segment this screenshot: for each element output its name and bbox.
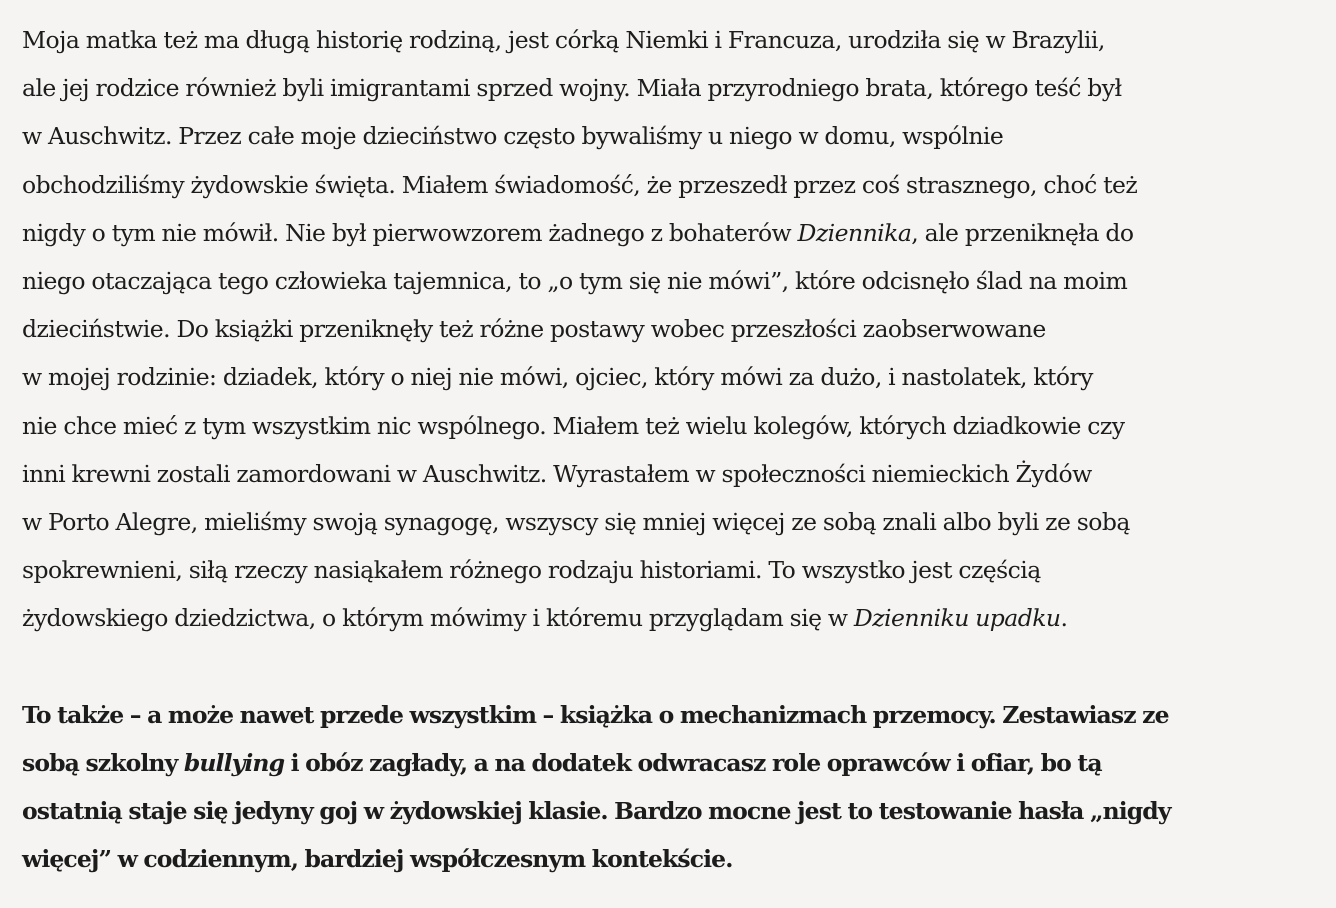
answer-line-9: nie chce mieć z tym wszystkim nic wspólnego. Miałem też wielu kolegów, których dziadkowie czy — [22, 411, 1125, 440]
interview-question — [22, 691, 1318, 884]
answer-line-11: w Porto Alegre, mieliśmy swoją synagogę, wszyscy się mniej więcej ze sobą znali albo byli ze sobą — [22, 508, 1130, 537]
question-line-2-after: i obóz zagłady, a na dodatek odwracasz role oprawców i ofiar, bo tą — [284, 748, 1102, 777]
term-bullying: bullying — [183, 748, 285, 777]
question-line-4: więcej” w codziennym, bardziej współczesnym kontekście. — [22, 845, 733, 874]
answer-paragraph — [22, 16, 1318, 643]
answer-line-3: w Auschwitz. Przez całe moje dzieciństwo często bywaliśmy u niego w domu, wspólnie — [22, 122, 1004, 151]
question-line-3: ostatnią staje się jedyny goj w żydowskiej klasie. Bardzo mocne jest to testowanie hasła „nigdy — [22, 797, 1171, 826]
answer-line-5-before: nigdy o tym nie mówił. Nie był pierwowzorem żadnego z bohaterów — [22, 218, 798, 247]
answer-line-1: Moja matka też ma długą historię rodziną, jest córką Niemki i Francuza, urodziła się w Brazylii, — [22, 26, 1105, 54]
answer-line-13-before: żydowskiego dziedzictwa, o którym mówimy i któremu przyglądam się w — [22, 604, 854, 633]
question-line-2-before: sobą szkolny — [22, 748, 184, 777]
answer-line-6: niego otaczająca tego człowieka tajemnica, to „o tym się nie mówi”, które odcisnęło ślad na moim — [22, 267, 1128, 296]
question-line-2 — [22, 739, 1318, 787]
answer-line-5 — [22, 209, 1318, 257]
answer-line-2: ale jej rodzice również byli imigrantami sprzed wojny. Miała przyrodniego brata, którego teść był — [22, 74, 1122, 103]
answer-line-10: inni krewni zostali zamordowani w Auschwitz. Wyrastałem w społeczności niemieckich Żydów — [22, 459, 1092, 488]
answer-line-7: dzieciństwie. Do książki przeniknęły też różne postawy wobec przeszłości zaobserwowane — [22, 315, 1046, 344]
question-line-1: To także – a może nawet przede wszystkim – książka o mechanizmach przemocy. Zestawiasz ze — [22, 700, 1169, 729]
book-title-dziennika: Dziennika — [797, 218, 912, 247]
answer-line-13 — [22, 594, 1318, 642]
book-title-dzienniku-upadku: Dzienniku upadku — [853, 604, 1061, 633]
answer-line-8: w mojej rodzinie: dziadek, który o niej nie mówi, ojciec, który mówi za dużo, i nastolatek, który — [22, 363, 1093, 392]
answer-line-13-after: . — [1060, 604, 1068, 633]
article-body — [22, 16, 1318, 883]
answer-line-5-after: , ale przeniknęła do — [911, 218, 1134, 247]
answer-line-4: obchodziliśmy żydowskie święta. Miałem świadomość, że przeszedł przez coś strasznego, choć też — [22, 170, 1138, 199]
answer-line-12: spokrewnieni, siłą rzeczy nasiąkałem różnego rodzaju historiami. To wszystko jest częścią — [22, 556, 1041, 585]
